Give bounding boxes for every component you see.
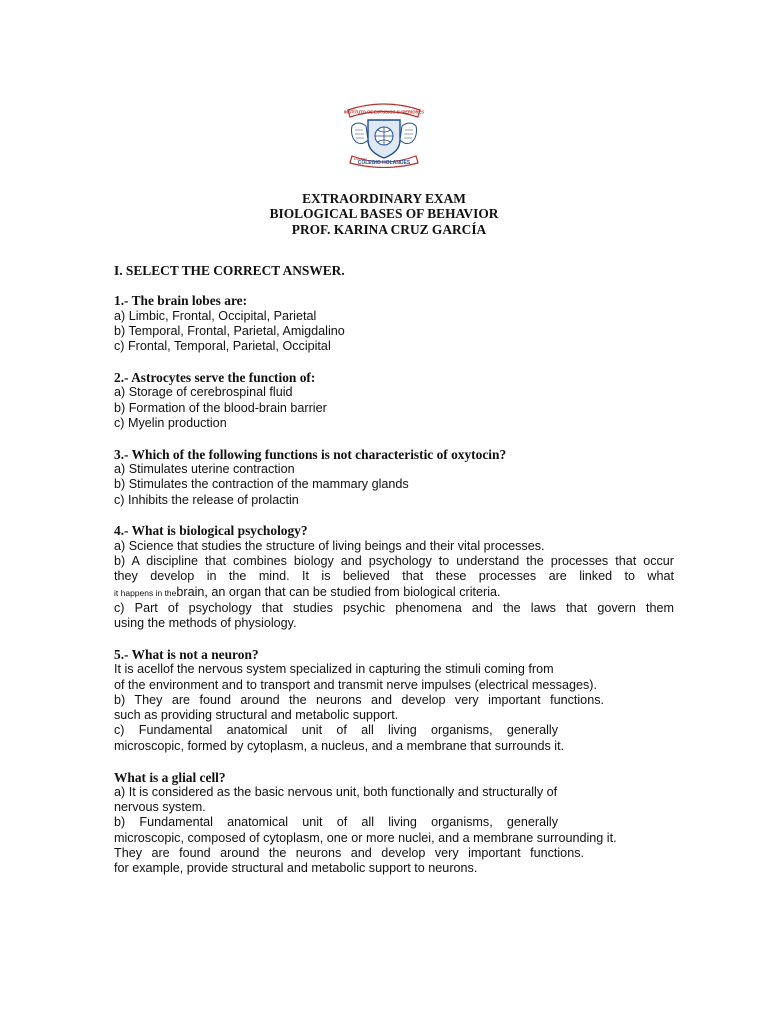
- answer-option: c) Part of psychology that studies psychic phenomena and the laws that govern them: [114, 600, 674, 615]
- answer-option: b) They are found around the neurons and develop very important functions.: [114, 692, 604, 707]
- question-heading: 3.- Which of the following functions is not characteristic of oxytocin?: [114, 446, 507, 462]
- answer-option: a) It is considered as the basic nervous unit, both functionally and structurally of: [114, 784, 558, 799]
- exam-content: [114, 263, 674, 892]
- question-heading: 5.- What is not a neuron?: [114, 646, 259, 662]
- answer-option: They are found around the neurons and develop very important functions.: [114, 846, 584, 860]
- answer-option-continued: microscopic, formed by cytoplasm, a nucleus, and a membrane that surrounds it.: [114, 738, 565, 753]
- exam-title-block: [0, 191, 768, 237]
- question-2: [114, 370, 674, 431]
- logo-banner-bottom-text: COLEGIO HOLANDES: [357, 159, 411, 166]
- answer-option: b) Formation of the blood-brain barrier: [114, 400, 327, 415]
- question-5: [114, 647, 674, 754]
- answer-option-continued: using the methods of physiology.: [114, 616, 297, 631]
- answer-option-continued: of the environment and to transport and transmit nerve impulses (electrical messages).: [114, 677, 597, 692]
- answer-option: a) Limbic, Frontal, Occipital, Parietal: [114, 308, 317, 323]
- crest-icon: [338, 100, 430, 168]
- answer-option: a) Storage of cerebrospinal fluid: [114, 385, 293, 400]
- answer-option-continued: such as providing structural and metabolic support.: [114, 708, 399, 723]
- answer-option: b) A discipline that combines biology and psychology to understand the processes that occur: [114, 553, 674, 568]
- answer-option-continued: they develop in the mind. It is believed that these processes are linked to what: [114, 569, 674, 584]
- small-prefix-text: it happens in the: [114, 587, 177, 598]
- answer-option-continued: microscopic, composed of cytoplasm, one or more nuclei, and a membrane surrounding it.: [114, 830, 617, 845]
- answer-option: b) Fundamental anatomical unit of all living organisms, generally: [114, 815, 558, 830]
- school-crest-logo: [338, 100, 430, 168]
- question-1: [114, 293, 674, 354]
- answer-option-continued: for example, provide structural and metabolic support to neurons.: [114, 861, 478, 876]
- logo-banner-top-text: INSTITUTO DE ESTUDIOS SUPERIORES: [343, 109, 425, 115]
- logo-tag-text: ESCUDO: [354, 157, 367, 161]
- answer-option-continued: nervous system.: [114, 800, 206, 815]
- section-title: I. SELECT THE CORRECT ANSWER.: [114, 263, 345, 278]
- question-heading: What is a glial cell?: [114, 769, 226, 785]
- question-6: [114, 770, 674, 877]
- answer-option: a) Stimulates uterine contraction: [114, 461, 295, 476]
- answer-option: It is acellof the nervous system specialized in capturing the stimuli coming from: [114, 662, 554, 677]
- question-3: [114, 447, 674, 508]
- answer-option: c) Myelin production: [114, 415, 227, 430]
- professor-name: PROF. KARINA CRUZ GARCÍA: [291, 221, 487, 237]
- question-heading: 2.- Astrocytes serve the function of:: [114, 369, 316, 385]
- answer-option: b) Stimulates the contraction of the mammary glands: [114, 477, 409, 492]
- answer-option: c) Fundamental anatomical unit of all living organisms, generally: [114, 723, 558, 738]
- question-heading: 4.- What is biological psychology?: [114, 523, 308, 539]
- answer-option: c) Inhibits the release of prolactin: [114, 492, 299, 507]
- exam-title: EXTRAORDINARY EXAM: [302, 191, 466, 206]
- question-heading: 1.- The brain lobes are:: [114, 293, 248, 309]
- answer-option: b) Temporal, Frontal, Parietal, Amigdalino: [114, 323, 345, 338]
- answer-option-continued-text: brain, an organ that can be studied from biological criteria.: [176, 584, 501, 599]
- course-title: BIOLOGICAL BASES OF BEHAVIOR: [269, 206, 499, 222]
- answer-option: c) Frontal, Temporal, Parietal, Occipital: [114, 339, 331, 354]
- question-4: [114, 523, 674, 631]
- answer-option-continued: [114, 585, 674, 601]
- answer-option: a) Science that studies the structure of living beings and their vital processes.: [114, 538, 545, 553]
